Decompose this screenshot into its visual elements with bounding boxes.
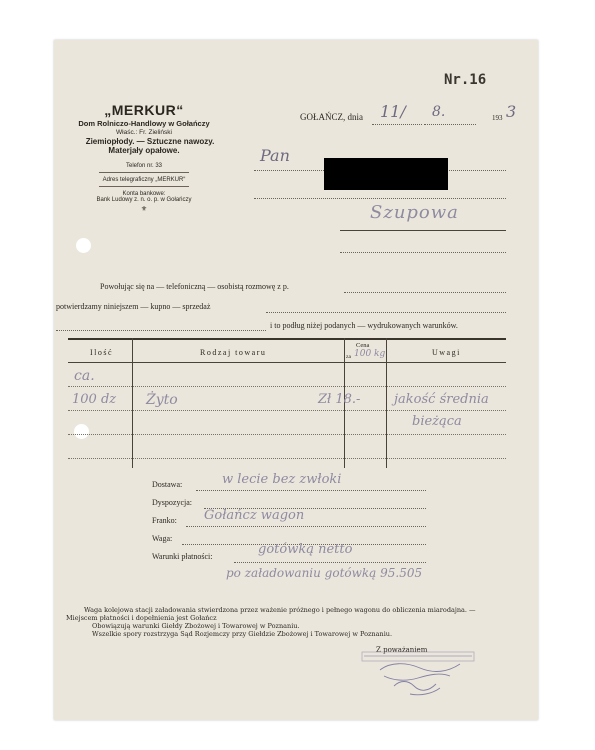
table-col-sep-3 xyxy=(386,338,387,468)
table-header-border xyxy=(68,362,506,363)
recipient-city: Szupowa xyxy=(370,202,459,223)
ornament-icon: ⚜ xyxy=(140,205,148,213)
bank-label: Konta bankowe: xyxy=(122,191,166,197)
phone: Telefon nr. 33 xyxy=(125,163,163,169)
date-day-line xyxy=(372,124,422,125)
body-line-1: Powołując się na — telefoniczną — osobistą rozmowę z p. xyxy=(100,282,289,291)
col-header-notes: Uwagi xyxy=(432,348,461,357)
table-row-line-3 xyxy=(68,434,506,435)
recipient-underline xyxy=(340,230,506,231)
footer-line-3: Obowiązują warunki Giełdy Zbożowej i Towarowej w Poznaniu. xyxy=(92,622,300,630)
footer-line-2: Miejscem płatności i dopełnienia jest Gołańcz xyxy=(66,614,217,622)
row-price: Zł 18.- xyxy=(318,392,361,407)
company-owner: Właśc.: Fr. Zieliński xyxy=(116,129,172,136)
table-row-line-1 xyxy=(68,386,506,387)
row-qty: 100 dz xyxy=(72,392,117,407)
document-number: Nr.16 xyxy=(444,72,487,88)
col-header-price-sub: za xyxy=(346,354,351,360)
franco-value: Gołańcz wagon xyxy=(204,508,305,523)
company-stamp-signature xyxy=(350,646,490,706)
bank-name: Bank Ludowy z. n. o. p. w Gołańczy xyxy=(96,197,192,203)
table-col-sep-1 xyxy=(132,338,133,468)
table-row-line-4 xyxy=(68,458,506,459)
row-qty: ca. xyxy=(74,368,95,384)
date-month-line xyxy=(424,124,476,125)
body-line-3: i to podług niżej podanych — wydrukowanych warunków. xyxy=(270,321,458,330)
body-line-2: potwierdzamy niniejszem — kupno — sprzedaż xyxy=(56,302,211,311)
punch-hole-top xyxy=(76,238,91,253)
redaction-block xyxy=(324,158,448,190)
closing: Z poważaniem xyxy=(376,646,428,654)
recipient-line-2 xyxy=(254,198,506,199)
company-subtitle: Dom Rolniczo-Handlowy w Gołańczy xyxy=(78,119,210,128)
goods-line-2: Materjały opałowe. xyxy=(108,146,180,155)
row-notes: jakość średnia xyxy=(394,392,489,407)
weight-label: Waga: xyxy=(152,534,173,543)
recipient-name: Pan xyxy=(260,146,290,165)
footer-line-4: Wszelkie spory rozstrzyga Sąd Rozjemczy przy Giełdzie Zbożowej i Towarowej w Poznaniu. xyxy=(92,630,393,638)
body-line-2-rule xyxy=(266,312,506,313)
table-top-border xyxy=(68,338,506,340)
delivery-label: Dostawa: xyxy=(152,480,183,489)
payment-label: Warunki płatności: xyxy=(152,552,213,561)
place-date-label: GOŁAŃCZ, dnia xyxy=(300,112,363,122)
divider xyxy=(99,172,189,173)
body-line-3-rule xyxy=(56,330,266,331)
date-month: 8. xyxy=(432,104,446,120)
franco-line xyxy=(186,526,426,527)
disposition-label: Dyspozycja: xyxy=(152,498,192,507)
company-name: „MERKUR“ xyxy=(104,102,184,118)
goods-line-1: Ziemiopłody. — Sztuczne nawozy. xyxy=(85,137,215,146)
row-notes: bieżąca xyxy=(412,414,462,429)
recipient-line-3 xyxy=(340,252,506,253)
col-header-price-unit: 100 kg xyxy=(354,349,386,359)
col-header-price: Cena xyxy=(356,342,370,349)
year-handwritten: 3 xyxy=(506,102,517,121)
footer-line-1: Waga kolejowa stacji załadowania stwierdzona przez ważenie próżnego i pełnego wagonu do obliczenia miarodajna. — xyxy=(84,606,476,614)
document-page xyxy=(54,40,538,720)
extra-note: po załadowaniu gotówką 95.505 xyxy=(226,566,423,580)
year-prefix: 193 xyxy=(492,114,503,122)
punch-hole-bottom xyxy=(74,424,89,439)
delivery-line xyxy=(196,490,426,491)
table-row-line-2 xyxy=(68,410,506,411)
telegraph-address: Adres telegraficzny „MERKUR“ xyxy=(102,177,186,183)
payment-line xyxy=(234,562,426,563)
payment-value: gotówką netto xyxy=(258,542,353,557)
divider xyxy=(99,186,189,187)
body-line-1-rule xyxy=(344,292,506,293)
row-goods: Żyto xyxy=(146,392,178,408)
franco-label: Franko: xyxy=(152,516,177,525)
letterhead xyxy=(54,102,234,213)
delivery-value: w lecie bez zwłoki xyxy=(222,472,342,487)
date-day: 11/ xyxy=(380,102,406,121)
col-header-qty: Ilość xyxy=(90,348,114,357)
col-header-goods: Rodzaj towaru xyxy=(200,348,267,357)
